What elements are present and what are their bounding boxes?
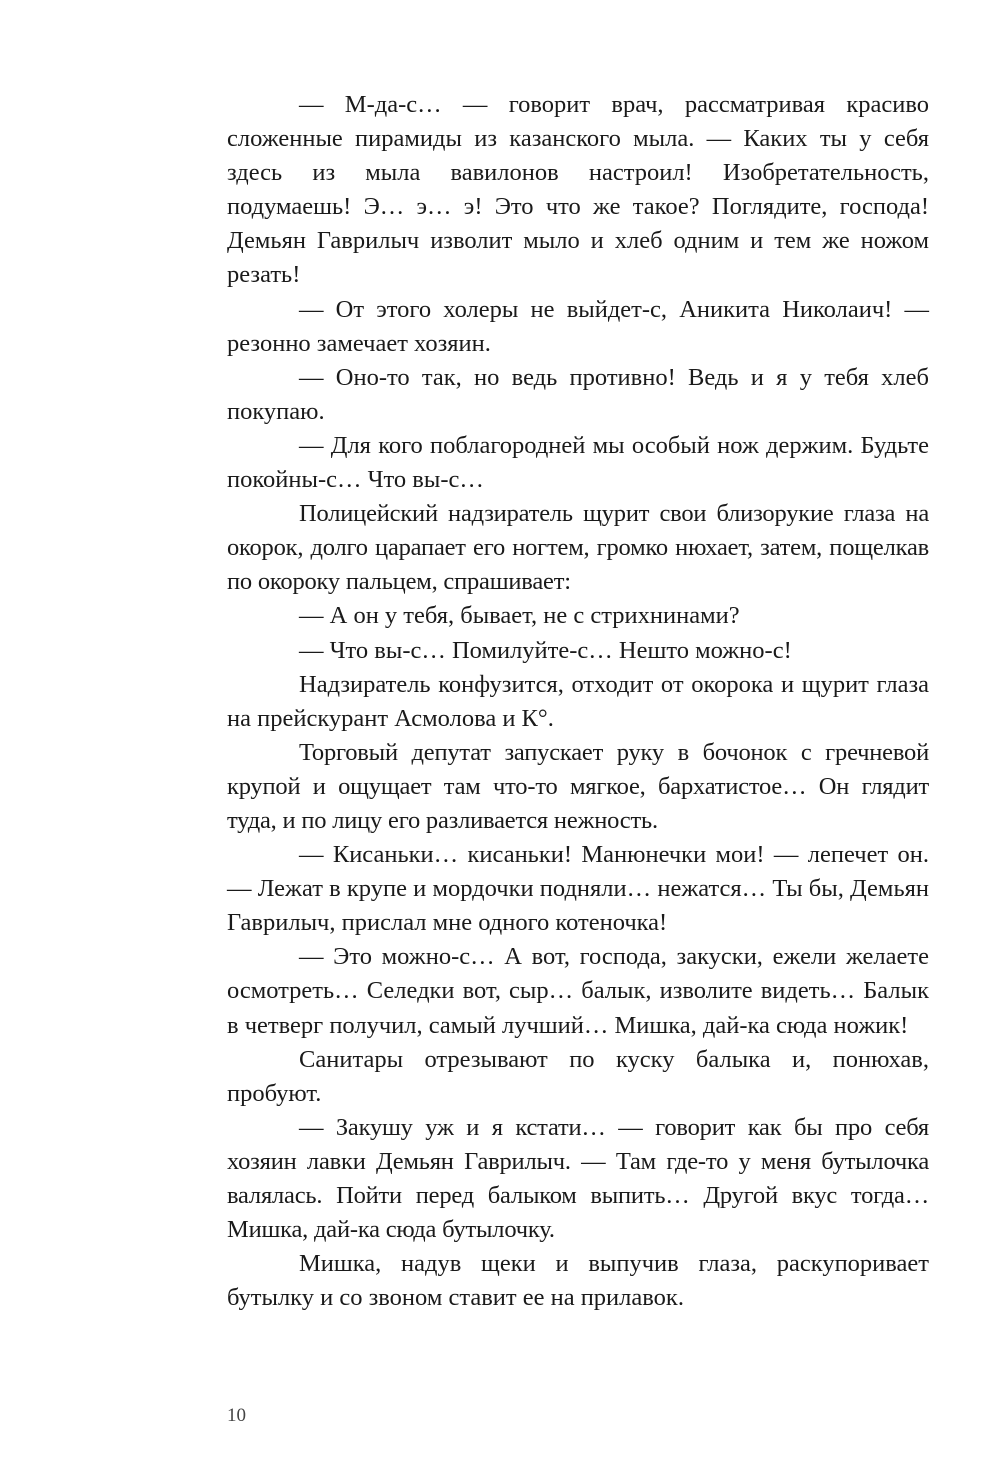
- paragraph: — Кисаньки… кисаньки! Манюнечки мои! — лепечет он. — Лежат в крупе и мордочки подняли… нежатся… Ты бы, Демьян Гаврилыч, прислал мне одного котеночка!: [227, 841, 929, 937]
- paragraph: — А он у тебя, бывает, не с стрихнинами?: [299, 602, 740, 630]
- paragraph: — Закушу уж и я кстати… — говорит как бы про себя хозяин лавки Демьян Гаврилыч. — Там где-то у меня бутылочка валялась. Пойти перед балыком выпить… Другой вкус тогда… Мишка, дай-ка сюда бутылочку.: [227, 1113, 929, 1244]
- paragraph: — М-да-с… — говорит врач, рассматривая красиво сложенные пирамиды из казанского мыла. — Каких ты у себя здесь из мыла вавилонов настроил! Изобретательность, подумаешь! Э… э… э! Это что же такое? Поглядите, господа! Демьян Гаврилыч изволит мыло и хлеб одним и тем же ножом резать!: [227, 91, 929, 289]
- paragraph: Надзиратель конфузится, отходит от окорока и щурит глаза на прейскурант Асмолова и К°.: [227, 670, 929, 732]
- paragraph: — Что вы-с… Помилуйте-с… Нешто можно-с!: [299, 636, 792, 664]
- paragraph: Торговый депутат запускает руку в бочонок с гречневой крупой и ощущает там что-то мягкое, бархатистое… Он глядит туда, и по лицу его разливается нежность.: [227, 738, 929, 834]
- paragraph: Мишка, надув щеки и выпучив глаза, раскупоривает бутылку и со звоном ставит ее на прилавок.: [227, 1250, 929, 1312]
- page-number: 10: [227, 1405, 246, 1426]
- paragraph: — Для кого поблагородней мы особый нож держим. Будьте покойны-с… Что вы-с…: [227, 431, 929, 494]
- paragraph: Санитары отрезывают по куску балыка и, понюхав, пробуют.: [227, 1045, 929, 1107]
- body-text: [227, 88, 929, 1315]
- paragraph: — Это можно-с… А вот, господа, закуски, ежели желаете осмотреть… Селедки вот, сыр… балык, изволите видеть… Балык в четверг получил, самый лучший… Мишка, дай-ка сюда ножик!: [227, 943, 929, 1039]
- paragraph: — Оно-то так, но ведь противно! Ведь и я у тебя хлеб покупаю.: [227, 363, 929, 425]
- paragraph: — От этого холеры не выйдет-с, Аникита Николаич! — резонно замечает хозяин.: [227, 295, 929, 357]
- paragraph: Полицейский надзиратель щурит свои близорукие глаза на окорок, долго царапает его ногтем, громко нюхает, затем, пощелкав по окороку пальцем, спрашивает:: [227, 500, 929, 596]
